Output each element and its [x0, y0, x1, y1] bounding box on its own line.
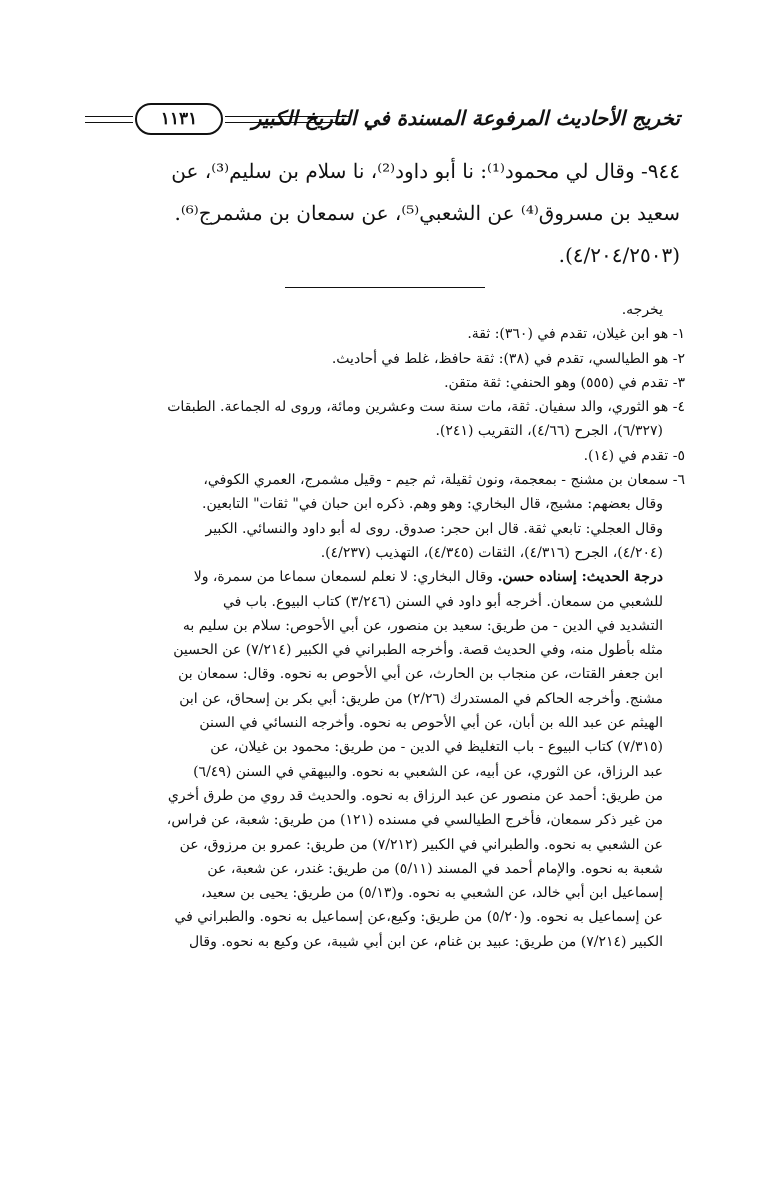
grading-line: مشنج. وأخرجه الحاكم في المستدرك (٢/٢٦) من طريق: أبي بكر بن إسحاق، عن ابن: [179, 690, 663, 707]
footnote-line: يخرجه.: [621, 302, 663, 318]
header-rule-middle-upper: [225, 116, 350, 117]
footnote-line: (٦/٣٢٧)، الجرح (٤/٦٦)، التقريب (٢٤١).: [435, 423, 663, 440]
grading-line: للشعبي من سمعان. أخرجه أبو داود في السنن (٣/٢٤٦) كتاب البيوع. باب في: [222, 593, 663, 610]
header-rule-left-lower: [85, 122, 133, 123]
footnote-line: ٤- هو الثوري، والد سفيان. ثقة، مات سنة ست وعشرين ومائة، وروى له الجماعة. الطبقات: [167, 399, 685, 416]
hadith-text: [85, 150, 680, 276]
hadith-line: سعيد بن مسروق⁽⁴⁾ عن الشعبي⁽⁵⁾، عن سمعان بن مشمرج⁽⁶⁾.: [174, 201, 680, 225]
hadith-line: ٩٤٤- وقال لي محمود⁽¹⁾: نا أبو داود⁽²⁾، نا سلام بن سليم⁽³⁾، عن: [171, 159, 680, 183]
grading-line: عن إسماعيل به نحوه. و(٥/٢٠) من طريق: وكيع،عن إسماعيل به نحوه. والطبراني في: [174, 909, 663, 926]
grading-line: من غير ذكر سمعان، فأخرج الطيالسي في مسنده (١٢١) من طريق: شعبة، عن فراس،: [166, 812, 663, 829]
footnote-line: ١- هو ابن غيلان، تقدم في (٣٦٠): ثقة.: [467, 326, 685, 343]
grading-line: شعبة به نحوه. والإمام أحمد في المسند (٥/١١) من طريق: غندر، عن شعبة، عن: [207, 860, 663, 877]
footnote-line: ٥- تقدم في (١٤).: [583, 447, 685, 464]
grading-line: إسماعيل ابن أبي خالد، عن الشعبي به نحوه. و(٥/١٣) من طريق: يحيى بن سعيد،: [201, 885, 663, 902]
grading-text: وقال البخاري: لا نعلم لسمعان سماعا من سمرة، ولا: [193, 569, 494, 586]
grading-line: [80, 565, 685, 589]
page-number-badge: [135, 103, 223, 135]
running-header: [85, 100, 680, 140]
grading-line: مثله بأطول منه، وفي الحديث قصة. وأخرجه الطبراني في الكبير (٧/٢١٤) عن الحسين: [173, 642, 663, 659]
hadith-line: (٤/٢٠٤/٢٥٠٣).: [558, 243, 680, 267]
footnotes: [80, 298, 685, 954]
grading-line: عن الشعبي به نحوه. والطبراني في الكبير (٧/٢١٢) من طريق: عمرو بن مرزوق، عن: [179, 836, 663, 853]
grading-line: (٧/٣١٥) كتاب البيوع - باب التغليظ في الدين - من طريق: محمود بن غيلان، عن: [210, 739, 663, 756]
footnote-line: ٢- هو الطيالسي، تقدم في (٣٨): ثقة حافظ، غلط في أحاديث.: [331, 350, 685, 367]
grade-label: درجة الحديث: إسناده حسن.: [497, 569, 663, 586]
header-rule-left-upper: [85, 116, 133, 117]
grading-line: التشديد في الدين - من طريق: سعيد بن منصور، عن أبي الأحوص: سلام بن سليم به: [182, 617, 663, 634]
footnote-line: ٣- تقدم في (٥٥٥) وهو الحنفي: ثقة متقن.: [444, 374, 685, 391]
running-title: تخريج الأحاديث المرفوعة المسندة في التاريخ الكبير: [251, 106, 680, 130]
header-rule-middle-lower: [225, 122, 350, 123]
footnote-line: (٤/٢٠٤)، الجرح (٤/٣١٦)، الثقات (٤/٣٤٥)، التهذيب (٤/٢٣٧).: [320, 544, 663, 561]
footnote-line: ٦- سمعان بن مشنج - بمعجمة، ونون ثقيلة، ثم جيم - وقيل مشمرج، العمري الكوفي،: [203, 472, 685, 489]
page-number: ١١٣١: [160, 109, 198, 129]
footnote-line: وقال بعضهم: مشيج، قال البخاري: وهو وهم. ذكره ابن حبان في" ثقات" التابعين.: [202, 496, 663, 513]
grading-line: الهيثم عن عبد الله بن أبان، عن أبي الأحوص به نحوه. وأخرجه النسائي في السنن: [199, 715, 663, 732]
grading-line: عبد الرزاق، عن الثوري، عن أبيه، عن الشعبي به نحوه. والبيهقي في السنن (٦/٤٩): [193, 763, 663, 780]
grading-line: ابن جعفر القتات، عن منجاب بن الحارث، عن أبي الأحوص به نحوه. وقال: سمعان بن: [178, 666, 663, 683]
footnote-line: وقال العجلي: تابعي ثقة. قال ابن حجر: صدوق. روى له أبو داود والنسائي. الكبير: [205, 520, 663, 537]
grading-line: من طريق: أحمد عن منصور عن عبد الرزاق به نحوه. والحديث قد روي من طرق أخري: [167, 787, 663, 804]
grading-line: الكبير (٧/٢١٤) من طريق: عبيد بن غنام، عن ابن أبي شيبة، عن وكيع به نحوه. وقال: [188, 933, 663, 950]
footnote-separator: [285, 287, 485, 288]
